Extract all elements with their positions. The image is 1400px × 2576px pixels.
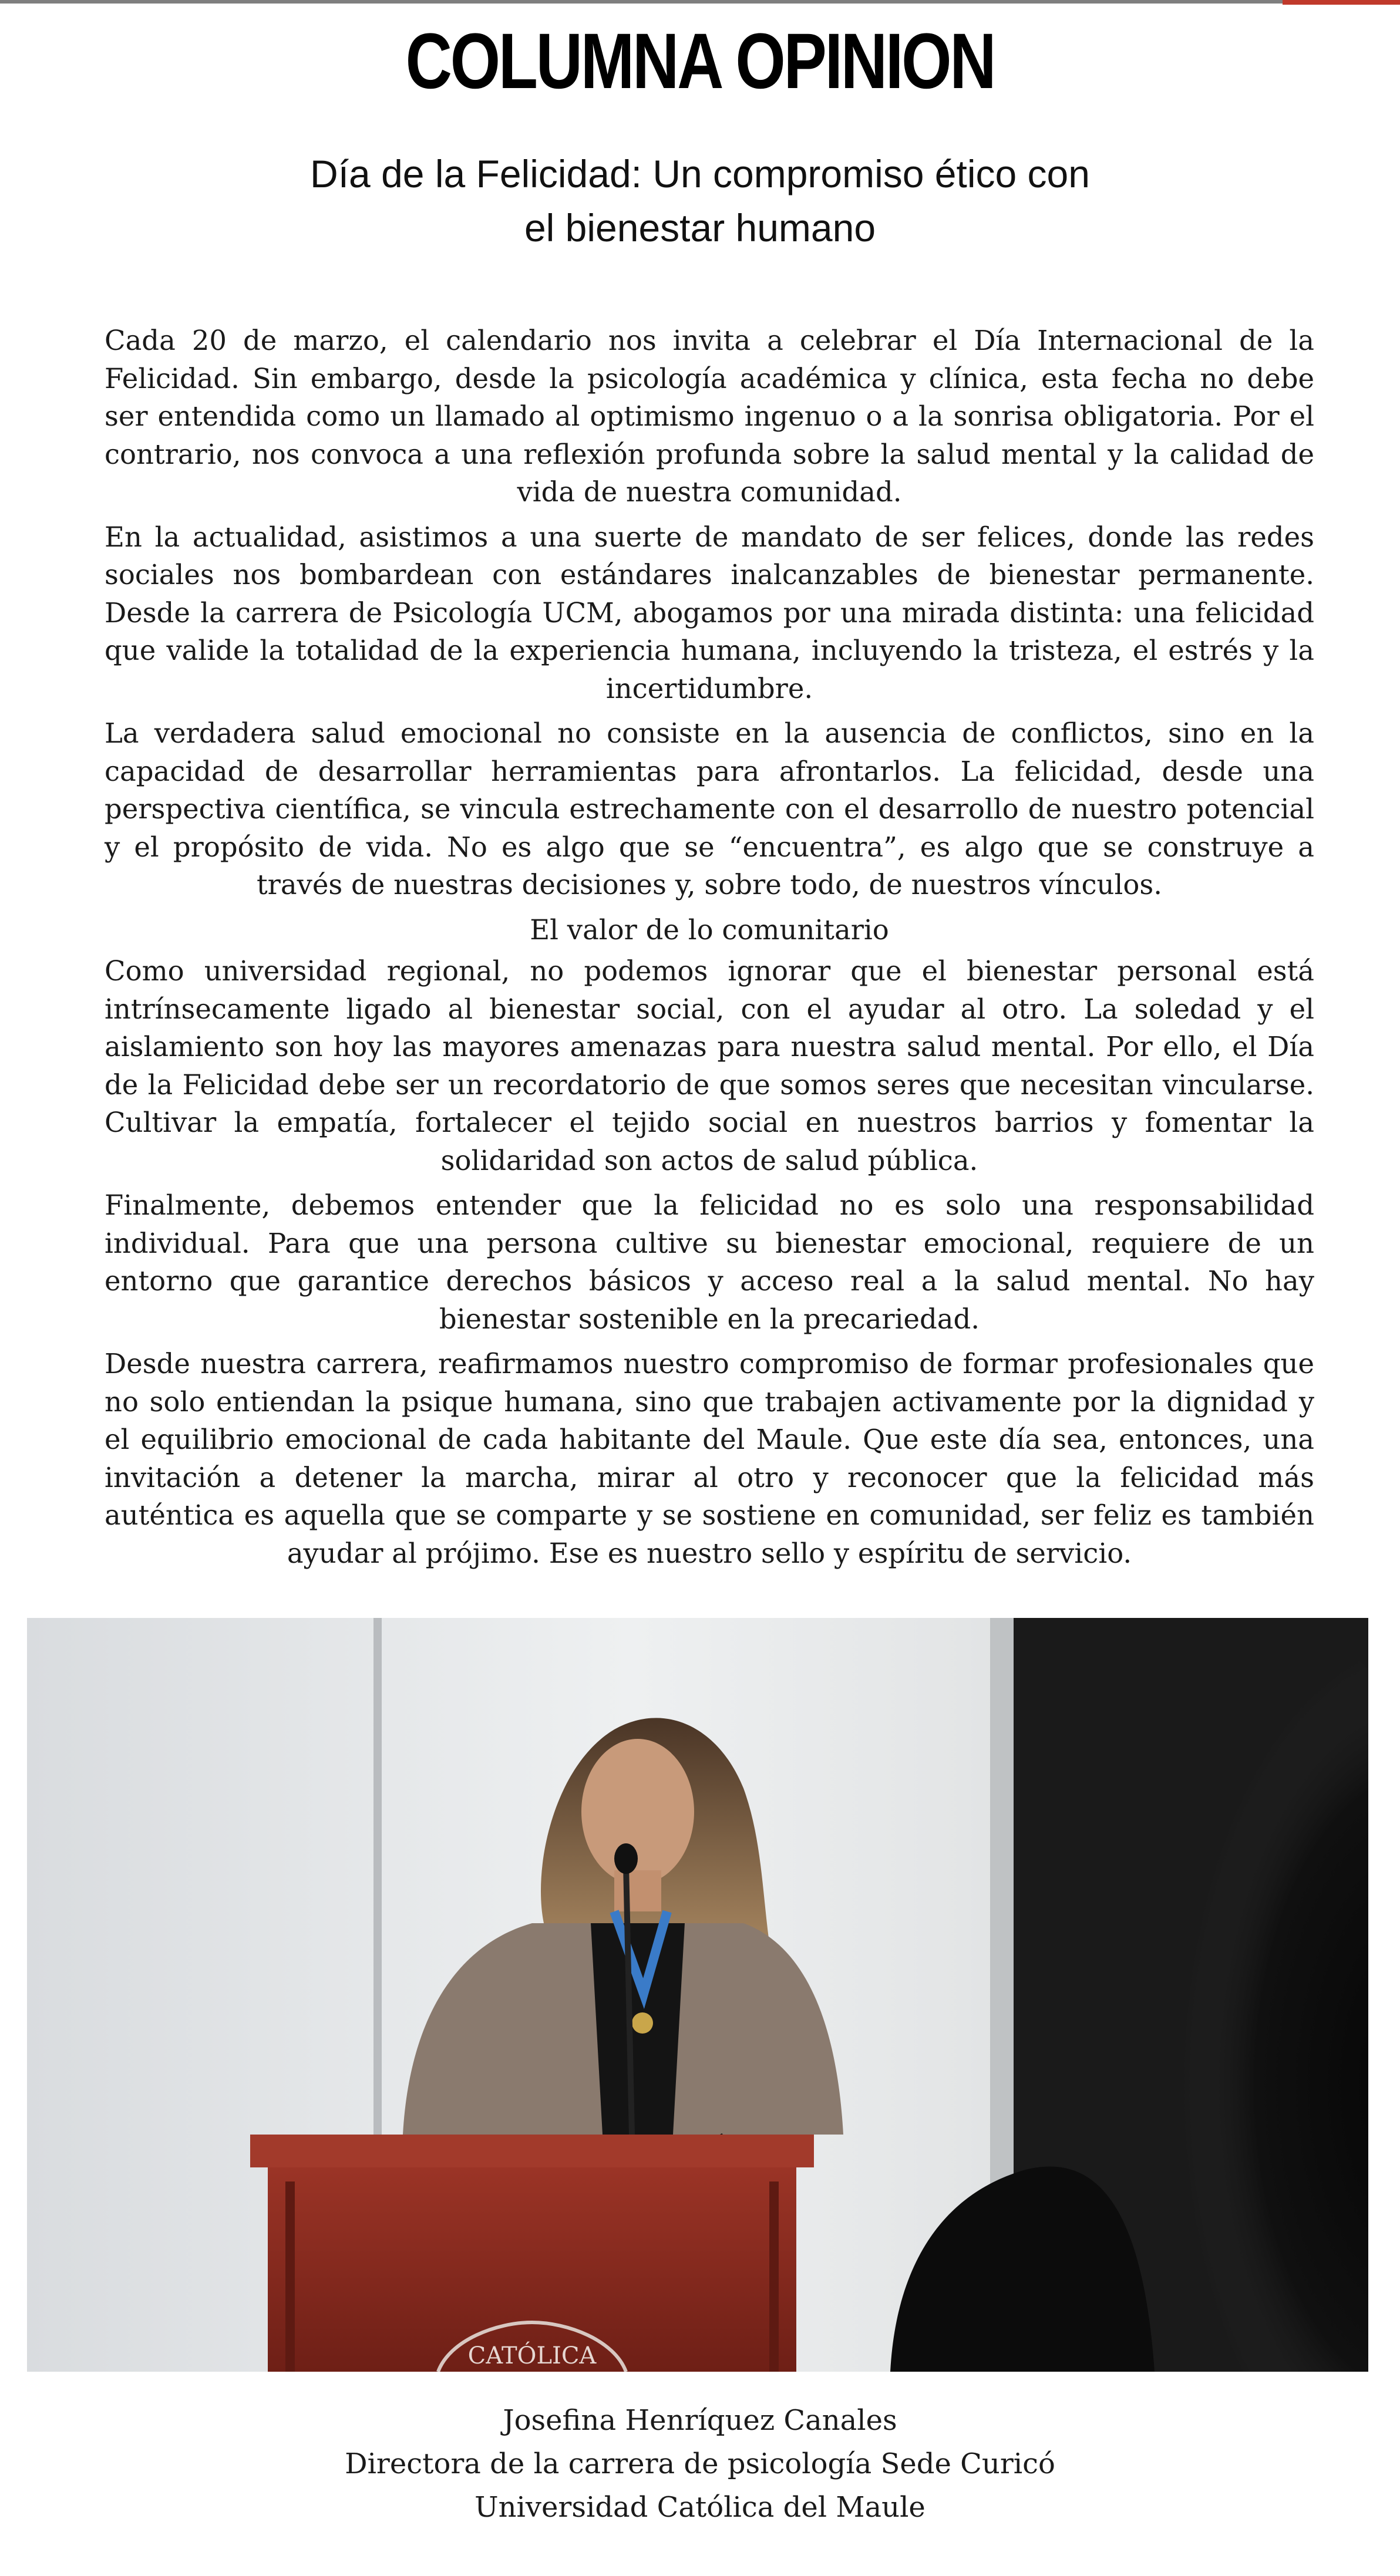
paragraph-5: Finalmente, debemos entender que la felicidad no es solo una responsabilidad individual. Para que una persona cultive su bienestar emocional, requiere de un entorno que garantice derechos básicos y acceso real a la salud mental. No hay bienestar sostenible en la precariedad. [105, 1189, 1314, 1335]
section-subheading: El valor de lo comunitario [530, 913, 889, 946]
paragraph-6: Desde nuestra carrera, reafirmamos nuestro compromiso de formar profesionales que no solo entiendan la psique humana, sino que trabajen activamente por la dignidad y el equilibrio emocional de cada habitante del Maule. Que este día sea, entonces, una invitación a detener la marcha, mirar al otro y reconocer que la felicidad más auténtica es aquella que se comparte y se sostiene en comunidad, ser feliz es también ayudar al prójimo. Ese es nuestro sello y espíritu de servicio. [105, 1348, 1314, 1569]
byline [0, 2399, 1400, 2529]
article-headline [235, 147, 1165, 255]
podium-emblem-text: CATÓLICA [467, 2342, 597, 2369]
author-name: Josefina Henríquez Canales [503, 2404, 897, 2437]
author-institution: Universidad Católica del Maule [474, 2491, 926, 2524]
paragraph-1: Cada 20 de marzo, el calendario nos invita a celebrar el Día Internacional de la Felicidad. Sin embargo, desde la psicología académica y clínica, esta fecha no debe ser entendida como un llamado al optimismo ingenuo o a la sonrisa obligatoria. Por el contrario, nos convoca a una reflexión profunda sobre la salud mental y la calidad de vida de nuestra comunidad. [105, 325, 1314, 508]
paragraph-2: En la actualidad, asistimos a una suerte de mandato de ser felices, donde las redes sociales nos bombardean con estándares inalcanzables de bienestar permanente. Desde la carrera de Psicología UCM, abogamos por una mirada distinta: una felicidad que valide la totalidad de la experiencia humana, incluyendo la tristeza, el estrés y la incertidumbre. [105, 521, 1314, 704]
top-accent-bar [1283, 0, 1400, 5]
paragraph-3: La verdadera salud emocional no consiste en la ausencia de conflictos, sino en la capacidad de desarrollar herramientas para afrontarlos. La felicidad, desde una perspectiva científica, se vincula estrechamente con el desarrollo de nuestro potencial y el propósito de vida. No es algo que se “encuentra”, es algo que se construye a través de nuestras decisiones y, sobre todo, de nuestros vínculos. [105, 717, 1314, 901]
headline-line-2: el bienestar humano [524, 206, 876, 249]
paragraph-4: Como universidad regional, no podemos ignorar que el bienestar personal está intrínsecamente ligado al bienestar social, con el ayudar al otro. La soledad y el aislamiento son hoy las mayores amenazas para nuestra salud mental. Por ello, el Día de la Felicidad debe ser un recordatorio de que somos seres que necesitan vincularse. Cultivar la empatía, fortalecer el tejido social en nuestros barrios y fomentar la solidaridad son actos de salud pública. [105, 955, 1314, 1176]
headline-line-1: Día de la Felicidad: Un compromiso ético con [310, 152, 1090, 195]
author-role: Directora de la carrera de psicología Sede Curicó [345, 2447, 1055, 2480]
masthead-title: COLUMNA OPINION [405, 18, 995, 105]
speaker-photo [27, 1618, 1368, 2372]
top-rule [0, 0, 1400, 4]
speaker-photo-illustration [27, 1618, 1368, 2372]
article-body [105, 322, 1314, 1579]
